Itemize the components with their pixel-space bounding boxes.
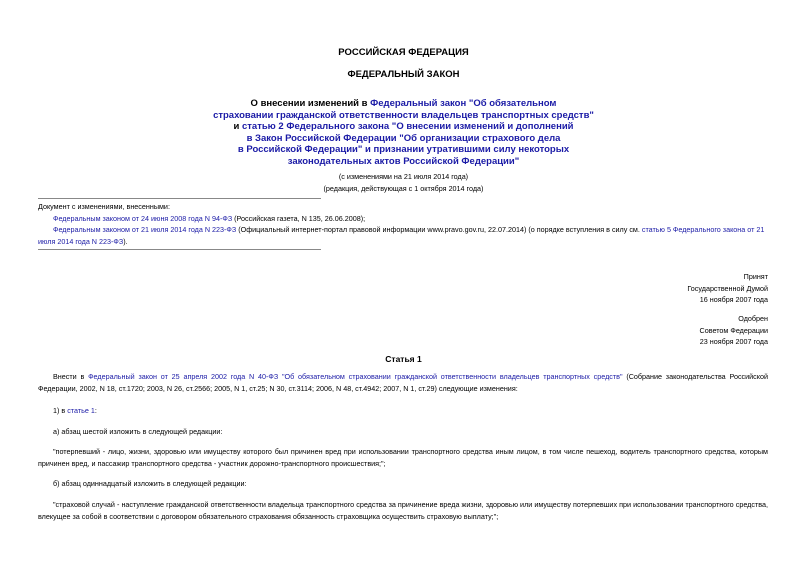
law-type-heading: ФЕДЕРАЛЬНЫЙ ЗАКОН — [347, 69, 460, 80]
history-intro: Документ с изменениями, внесенными: — [38, 202, 170, 211]
item-1-text: 1) в — [53, 406, 68, 415]
law-title — [0, 98, 807, 167]
article-heading: Статья 1 — [385, 354, 422, 364]
adopted-date: 16 ноября 2007 года — [699, 295, 768, 304]
title-link-article-2[interactable]: статью 2 Федерального закона "О внесении изменений и дополнений — [241, 121, 574, 132]
article-paragraph-intro — [38, 371, 768, 394]
history-item-2 — [38, 224, 768, 247]
intro-text: Внести в — [53, 372, 89, 381]
title-conjunction: и — [233, 121, 242, 132]
link-article-1[interactable]: статье 1 — [67, 406, 95, 415]
title-link-article-2-cont3[interactable]: законодательных актов Российской Федерации" — [287, 155, 520, 167]
history-link-article-5[interactable]: статью 5 Федерального закона от 21 июля 2014 года N 223-ФЗ — [38, 225, 765, 246]
history-top-divider — [38, 198, 321, 199]
country-heading: РОССИЙСКАЯ ФЕДЕРАЦИЯ — [338, 47, 469, 58]
change-history — [38, 201, 768, 247]
quote-victim-text: "потерпевший - лицо, жизни, здоровью или имуществу которого был причинен вред при использовании транспортного средства иным лицом, в том числе пешеход, водитель транспортного средства, которым причинен вред, и пассажир транспортного средства - участник дорожно-транспортного происшествия;"; — [38, 447, 768, 468]
edition-changes: (с изменениями на 21 июля 2014 года) — [338, 172, 469, 181]
history-item-1 — [38, 213, 768, 225]
history-item-2-source: (Официальный интернет-портал правовой информации www.pravo.gov.ru, 22.07.2014) (о порядке вступления в силу см. — [236, 225, 642, 234]
history-item-2-end: ). — [123, 236, 128, 246]
history-bottom-divider — [38, 249, 321, 250]
article-subitem-a — [38, 426, 768, 438]
article-subitem-b — [38, 478, 768, 490]
title-link-law-osago[interactable]: Федеральный закон "Об обязательном — [370, 98, 557, 109]
approved-label: Одобрен — [738, 314, 768, 323]
adoption-duma — [500, 271, 768, 306]
title-link-article-2-cont1[interactable]: в Закон Российской Федерации "Об организации страхового дела — [246, 132, 561, 144]
adopted-by: Государственной Думой — [687, 283, 768, 293]
item-1-colon: : — [94, 406, 97, 415]
approval-federation-council — [500, 313, 768, 348]
history-link-223fz[interactable]: Федеральным законом от 21 июля 2014 года N 223-ФЗ — [53, 225, 237, 234]
intro-source: (Собрание законодательства Российской Федерации, 2002, N 18, ст.1720; 2003, N 26, ст.2566; 2005, N 1, ст.25; N 30, ст.3114; 2006, N 48, ст.4942; 2007, N 1, ст.29) следующие изменения: — [38, 372, 768, 393]
title-link-law-osago-cont[interactable]: страховании гражданской ответственности владельцев транспортных средств" — [213, 109, 594, 121]
adopted-label: Принят — [743, 272, 768, 281]
history-item-1-source: (Российская газета, N 135, 26.06.2008); — [232, 213, 366, 223]
title-prefix: О внесении изменений в — [250, 98, 371, 109]
article-item-1 — [38, 405, 768, 417]
subitem-b-text: б) абзац одиннадцатый изложить в следующей редакции: — [53, 479, 247, 488]
link-law-40fz[interactable]: Федеральный закон от 25 апреля 2002 года N 40-ФЗ "Об обязательном страховании гражданской ответственности владельцев транспортных средств" — [88, 372, 623, 381]
title-link-article-2-cont2[interactable]: в Российской Федерации" и признании утратившими силу некоторых — [237, 144, 570, 155]
approved-by: Советом Федерации — [699, 325, 768, 335]
subitem-a-text: а) абзац шестой изложить в следующей редакции: — [53, 427, 223, 436]
approved-date: 23 ноября 2007 года — [699, 337, 768, 346]
article-quote-victim — [38, 446, 768, 469]
article-quote-insured-event — [38, 499, 768, 522]
edition-effective: (редакция, действующая с 1 октября 2014 года) — [323, 184, 484, 193]
quote-insured-event-text: "страховой случай - наступление гражданской ответственности владельца транспортного средства за причинение вреда жизни, здоровью или имуществу потерпевших при использовании транспортного средства, влекущее за собой в соответствии с договором обязательного страхования обязанность страховщика осуществить страховую выплату;"; — [38, 500, 768, 521]
history-link-94fz[interactable]: Федеральным законом от 24 июня 2008 года N 94-ФЗ — [53, 213, 233, 223]
